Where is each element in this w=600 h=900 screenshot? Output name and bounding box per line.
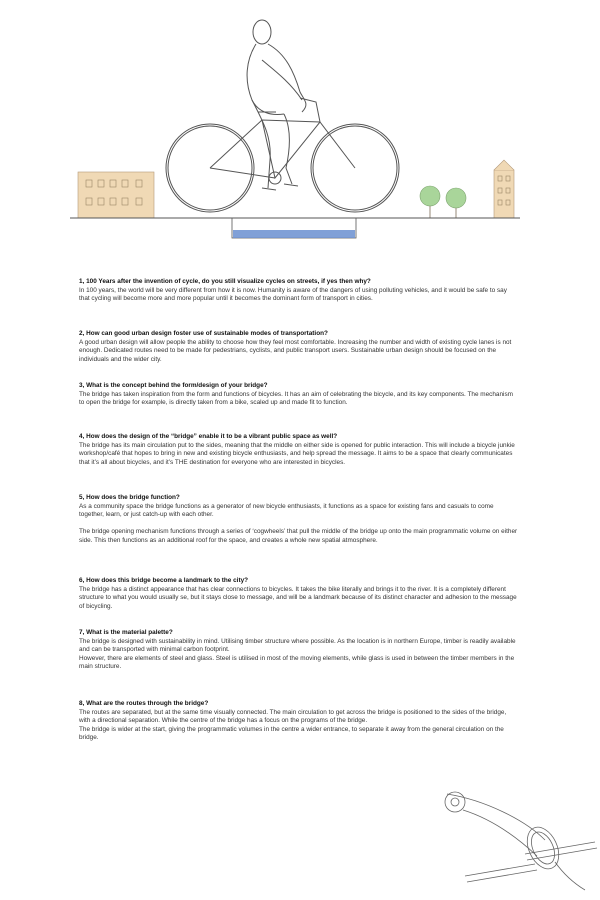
qa-block-6	[79, 577, 519, 611]
answer-5	[79, 503, 519, 546]
qa-block-4	[79, 433, 519, 467]
answer-1-paragraph-1: In 100 years, the world will be very different from how it is now. Humanity is aware of the dangers of using polluting vehicles, and it would be safe to say that cycling will become more and more popular until it becomes the dominant form of transport in cities.	[79, 286, 507, 303]
rider	[247, 20, 306, 190]
question-7: 7, What is the material palette?	[79, 629, 173, 636]
left-building	[78, 172, 154, 218]
qa-block-5	[79, 494, 519, 546]
qa-block-3	[79, 382, 519, 408]
question-5: 5, How does the bridge function?	[79, 494, 180, 501]
question-6: 6, How does this bridge become a landmark to the city?	[79, 577, 249, 584]
answer-7	[79, 638, 519, 672]
answer-5-paragraph-1: As a community space the bridge functions as a generator of new bicycle enthusiasts, it functions as a space for existing fans and casuals to come together, learn, or just catch-up with each other.	[79, 502, 494, 519]
answer-7-paragraph-2: However, there are elements of steel and glass. Steel is utilised in most of the moving elements, while glass is used in between the timber members in the main structure.	[79, 654, 515, 671]
trees	[420, 186, 466, 218]
answer-5-paragraph-2: The bridge opening mechanism functions through a series of ‘cogwheels’ that pull the middle of the bridge up onto the main programmatic volume on either side. This then functions as an additional roof for the space, and creates a whole new spatial atmosphere.	[79, 528, 518, 544]
answer-3-paragraph-1: The bridge has taken inspiration from the form and functions of bicycles. It has an aim of celebrating the bicycle, and its key components. The mechanism to open the bridge for example, is directly taken from a bike, scaled up and made fit to function.	[79, 390, 513, 407]
answer-8-paragraph-1: The routes are separated, but at the same time visually connected. The main circulation to get across the bridge is positioned to the sides of the bridge, with a directional separation. While the centre of the bridge has a focus on the programs of the bridge.	[79, 708, 507, 725]
answer-2	[79, 339, 519, 365]
qa-block-8	[79, 700, 519, 743]
answer-4-paragraph-1: The bridge has its main circulation put to the sides, meaning that the middle on either side is opened for public interaction. This will include a bicycle junkie workshop/café that hopes to bring in new and existing bicycle enthusiasts, and help spread the message. It aims to be a space that clearly communicates that it’s all about bicycles, and it’s THE destination for everyone who are interested in bicycles.	[79, 441, 515, 466]
answer-3	[79, 391, 519, 408]
bicycle	[166, 98, 399, 212]
answer-6-paragraph-1: The bridge has a distinct appearance that has clear connections to bicycles. It takes the bike literally and brings it to the river. It is a completely different structure to what you would usually se, but it stays close to message, and will be a landmark because of its distinct character and adhesion to the message of bicycling.	[79, 585, 517, 610]
answer-7-paragraph-1: The bridge is designed with sustainability in mind. Utilising timber structure where possible. As the location is in northern Europe, timber is readily available and can be transported with minimal carbon footprint.	[79, 637, 516, 654]
cyclist-bridge-sketch	[0, 0, 600, 260]
question-1: 1, 100 Years after the invention of cycle, do you still visualize cycles on streets, if yes then why?	[79, 278, 371, 285]
cogwheel-mechanism-sketch	[425, 780, 600, 900]
answer-6	[79, 586, 519, 612]
answer-8	[79, 709, 519, 743]
water-channel	[232, 218, 356, 238]
qa-block-2	[79, 330, 519, 364]
question-3: 3, What is the concept behind the form/design of your bridge?	[79, 382, 268, 389]
question-8: 8, What are the routes through the bridge?	[79, 700, 209, 707]
qa-block-1	[79, 278, 519, 304]
answer-2-paragraph-1: A good urban design will allow people the ability to choose how they feel most comfortable. Increasing the number and width of existing cycle lanes is not enough. Dedicated routes need to be made for pedestrians, cyclists, and public transport users. Sustainable urban design should be focused on the individuals and the wider city.	[79, 338, 512, 363]
answer-4	[79, 442, 519, 468]
right-building	[494, 160, 514, 218]
question-2: 2, How can good urban design foster use of sustainable modes of transportation?	[79, 330, 328, 337]
answer-1	[79, 287, 519, 304]
qa-block-7	[79, 629, 519, 672]
answer-8-paragraph-2: The bridge is wider at the start, giving the programmatic volumes in the centre a wider entrance, to separate it away from the general circulation on the bridge.	[79, 725, 504, 742]
question-4: 4, How does the design of the “bridge” enable it to be a vibrant public space as well?	[79, 433, 338, 440]
